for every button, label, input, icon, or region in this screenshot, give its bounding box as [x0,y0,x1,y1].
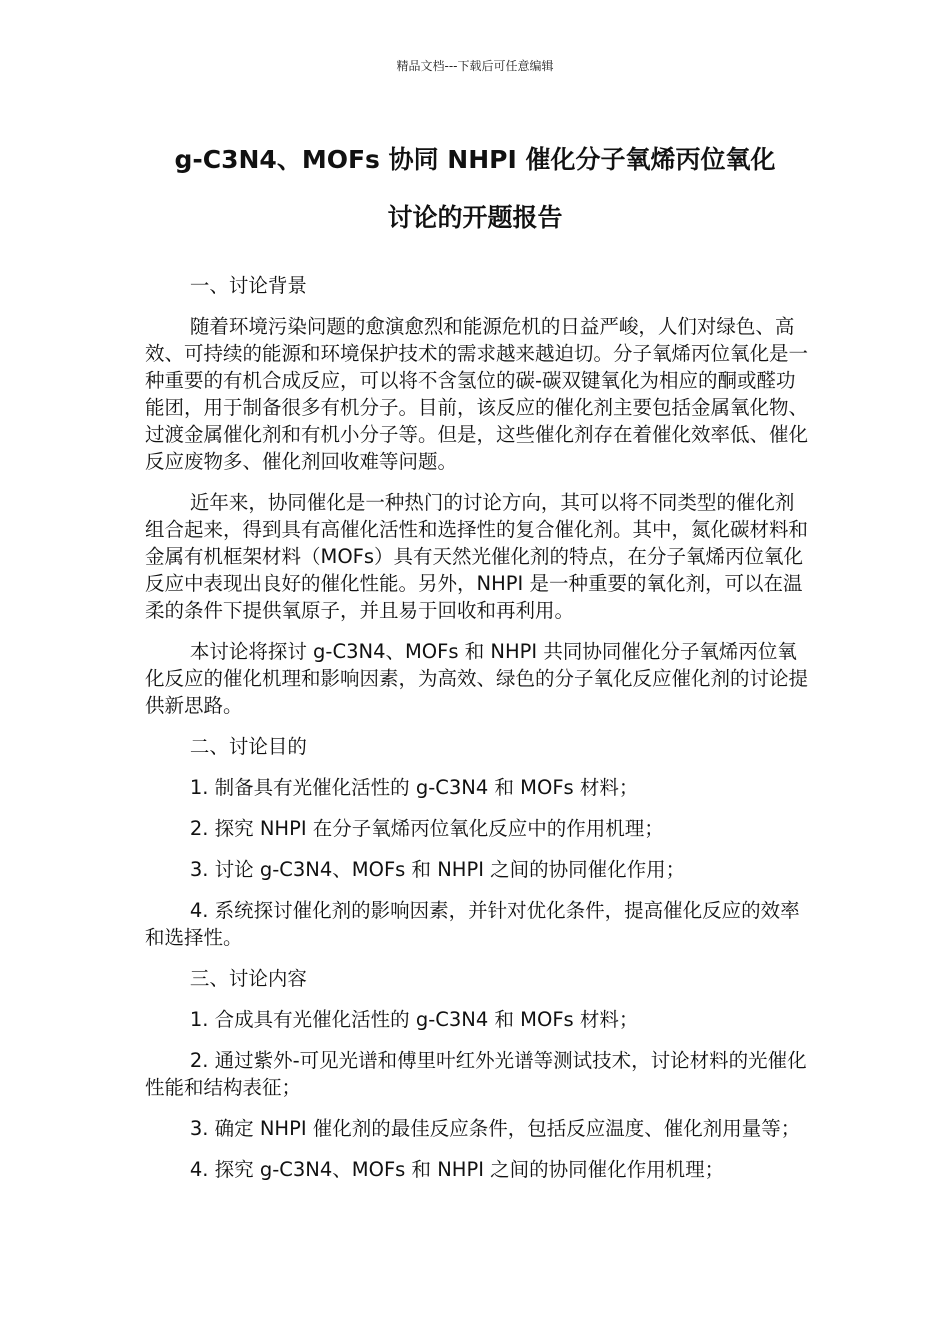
objective-item-3: 3. 讨论 g-C3N4、MOFs 和 NHPI 之间的协同催化作用； [189,858,686,881]
document-title-line-2: 讨论的开题报告 [387,203,563,232]
paragraph-background-2: 近年来，协同催化是一种热门的讨论方向，其可以将不同类型的催化剂组合起来，得到具有高催化活性和选择性的复合催化剂。其中，氮化碳材料和金属有机框架材料（MOFs）具有天然光催化剂的特点，在分子氧烯丙位氧化反应中表现出良好的催化性能。另外，NHPI 是一种重要的氧化剂，可以在温柔的条件下提供氧原子，并且易于回收和再利用。 [145,491,809,622]
content-item-2: 2. 通过紫外-可见光谱和傅里叶红外光谱等测试技术，讨论材料的光催化性能和结构表征； [145,1049,807,1099]
paragraph-background-1: 随着环境污染问题的愈演愈烈和能源危机的日益严峻，人们对绿色、高效、可持续的能源和环境保护技术的需求越来越迫切。分子氧烯丙位氧化是一种重要的有机合成反应，可以将不含氢位的碳-碳双键氧化为相应的酮或醛功能团，用于制备很多有机分子。目前，该反应的催化剂主要包括金属氧化物、过渡金属催化剂和有机小分子等。但是，这些催化剂存在着催化效率低、催化反应废物多、催化剂回收难等问题。 [145,315,809,473]
objective-item-4: 4. 系统探讨催化剂的影响因素，并针对优化条件，提高催化反应的效率和选择性。 [145,899,800,949]
objective-item-1: 1. 制备具有光催化活性的 g-C3N4 和 MOFs 材料； [189,776,639,799]
content-item-1: 1. 合成具有光催化活性的 g-C3N4 和 MOFs 材料； [189,1008,639,1031]
header-note: 精品文档---下载后可任意编辑 [396,59,554,73]
document-title-line-1: g-C3N4、MOFs 协同 NHPI 催化分子氧烯丙位氧化 [174,145,776,174]
content-item-3: 3. 确定 NHPI 催化剂的最佳反应条件，包括反应温度、催化剂用量等； [189,1117,801,1140]
content-item-4: 4. 探究 g-C3N4、MOFs 和 NHPI 之间的协同催化作用机理； [189,1158,725,1181]
paragraph-background-3: 本讨论将探讨 g-C3N4、MOFs 和 NHPI 共同协同催化分子氧烯丙位氧化反应的催化机理和影响因素，为高效、绿色的分子氧化反应催化剂的讨论提供新思路。 [145,640,809,717]
document-body [145,272,810,1197]
objective-item-2: 2. 探究 NHPI 在分子氧烯丙位氧化反应中的作用机理； [189,817,664,840]
section-heading-objectives: 二、讨论目的 [189,735,307,758]
section-heading-content: 三、讨论内容 [189,967,307,990]
section-heading-background: 一、讨论背景 [189,274,307,297]
